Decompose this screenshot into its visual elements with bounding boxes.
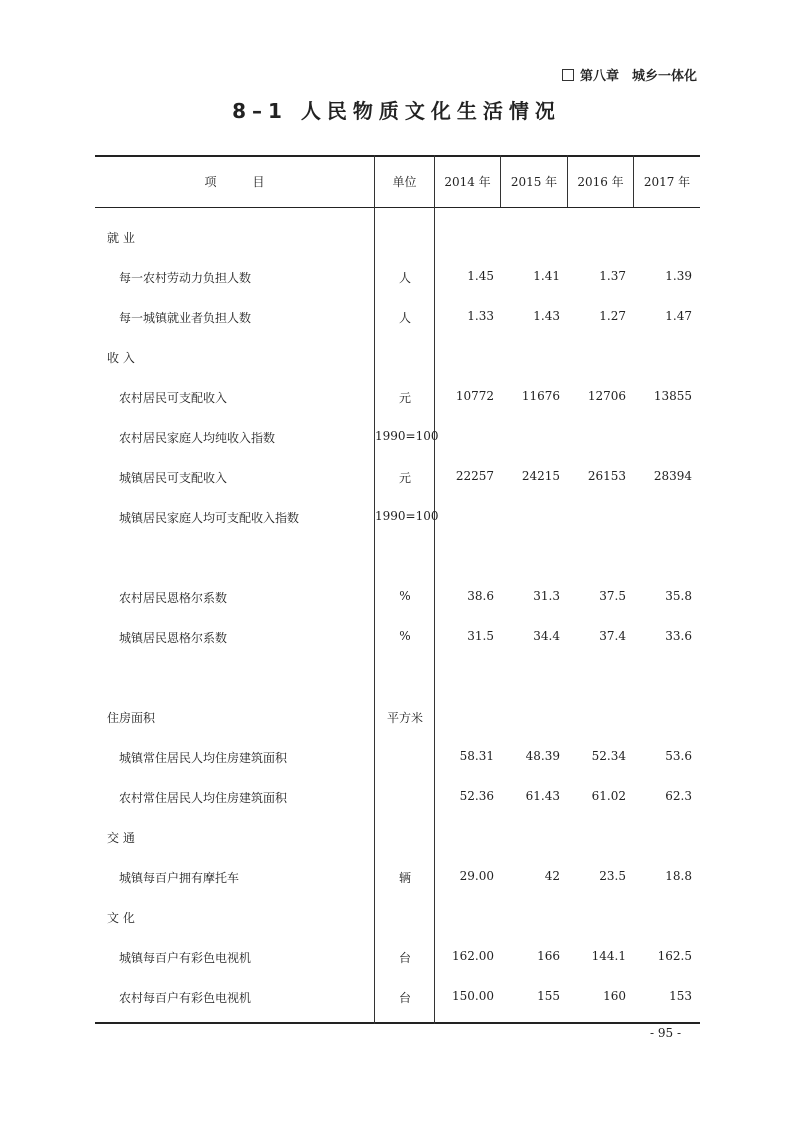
row-unit: 1990=100 <box>375 429 439 443</box>
row-value: 52.36 <box>459 789 494 803</box>
row-unit: 台 <box>398 991 411 1005</box>
row-label: 城镇居民家庭人均可支配收入指数 <box>119 511 300 525</box>
row-value: 13855 <box>653 389 692 403</box>
header-year: 2017 年 <box>643 174 691 189</box>
row-value: 1.39 <box>665 269 692 283</box>
row-value: 11676 <box>521 389 560 403</box>
row-value: 42 <box>544 869 560 883</box>
row-value: 160 <box>603 989 626 1003</box>
row-value: 1.43 <box>533 309 560 323</box>
section-label: 文 化 <box>107 911 135 925</box>
row-label: 每一农村劳动力负担人数 <box>119 271 252 285</box>
row-value: 35.8 <box>665 589 692 603</box>
row-value: 31.3 <box>533 589 560 603</box>
row-value: 26153 <box>587 469 626 483</box>
header-year: 2016 年 <box>577 174 624 189</box>
row-label: 农村常住居民人均住房建筑面积 <box>119 791 288 805</box>
header-rule <box>95 207 700 208</box>
table-row <box>95 749 700 769</box>
row-label: 城镇居民恩格尔系数 <box>119 631 228 645</box>
row-value: 61.43 <box>525 789 560 803</box>
table-row <box>95 509 700 529</box>
section-label: 住房面积 <box>107 711 156 725</box>
table-row <box>95 629 700 649</box>
table-row <box>95 789 700 809</box>
row-value: 12706 <box>587 389 626 403</box>
row-value: 22257 <box>455 469 494 483</box>
row-value: 153 <box>669 989 692 1003</box>
table-bottom-rule <box>95 1022 700 1024</box>
row-value: 144.1 <box>591 949 626 963</box>
page-number: - 95 - <box>649 1026 681 1040</box>
row-value: 31.5 <box>467 629 494 643</box>
row-label: 农村每百户有彩色电视机 <box>119 991 252 1005</box>
row-value: 24215 <box>521 469 560 483</box>
page-title: 8–1 人民物质文化生活情况 <box>232 99 561 123</box>
row-value: 33.6 <box>665 629 692 643</box>
table-row <box>95 549 700 569</box>
checkbox-square-icon <box>562 69 574 81</box>
row-value: 61.02 <box>591 789 626 803</box>
row-value: 37.5 <box>599 589 626 603</box>
row-value: 1.41 <box>533 269 560 283</box>
row-value: 23.5 <box>599 869 626 883</box>
table-row <box>95 949 700 969</box>
header-unit: 单位 <box>392 174 417 189</box>
row-value: 58.31 <box>459 749 494 763</box>
table-row <box>95 229 700 249</box>
row-value: 1.37 <box>599 269 626 283</box>
table-row <box>95 269 700 289</box>
row-value: 155 <box>537 989 560 1003</box>
row-value: 10772 <box>455 389 494 403</box>
table-row <box>95 669 700 689</box>
row-value: 37.4 <box>599 629 626 643</box>
row-value: 29.00 <box>459 869 494 883</box>
row-unit: % <box>399 589 411 603</box>
chapter-header <box>562 65 697 84</box>
table-row <box>95 309 700 329</box>
row-unit: 1990=100 <box>375 509 439 523</box>
row-label: 农村居民可支配收入 <box>119 391 228 405</box>
row-unit: 辆 <box>398 871 411 885</box>
row-value: 150.00 <box>452 989 494 1003</box>
row-value: 166 <box>537 949 560 963</box>
table-row <box>95 389 700 409</box>
row-value: 162.5 <box>657 949 692 963</box>
data-table <box>95 155 700 1024</box>
row-label: 城镇每百户拥有摩托车 <box>119 871 240 885</box>
row-value: 52.34 <box>591 749 626 763</box>
section-label: 就 业 <box>107 231 135 245</box>
section-label: 交 通 <box>107 831 135 845</box>
table-row <box>95 589 700 609</box>
row-label: 农村居民恩格尔系数 <box>119 591 228 605</box>
row-label: 农村居民家庭人均纯收入指数 <box>119 431 276 445</box>
table-row <box>95 709 700 729</box>
row-value: 34.4 <box>533 629 560 643</box>
row-value: 162.00 <box>452 949 494 963</box>
row-value: 1.45 <box>467 269 494 283</box>
row-value: 48.39 <box>525 749 560 763</box>
table-row <box>95 429 700 449</box>
row-value: 18.8 <box>665 869 692 883</box>
row-unit: 台 <box>398 951 411 965</box>
row-unit: 人 <box>398 311 411 325</box>
header-item: 项 目 <box>204 174 265 189</box>
row-unit: % <box>399 629 411 643</box>
header-year: 2015 年 <box>510 174 558 189</box>
row-unit: 平方米 <box>386 711 423 725</box>
table-row <box>95 989 700 1009</box>
header-year: 2014 年 <box>444 174 491 189</box>
section-label: 收 入 <box>107 351 135 365</box>
row-label: 城镇每百户有彩色电视机 <box>119 951 252 965</box>
row-label: 每一城镇就业者负担人数 <box>119 311 252 325</box>
row-unit: 元 <box>398 391 411 405</box>
row-value: 53.6 <box>665 749 692 763</box>
row-label: 城镇居民可支配收入 <box>119 471 228 485</box>
table-row <box>95 349 700 369</box>
row-unit: 人 <box>398 271 411 285</box>
row-value: 28394 <box>653 469 692 483</box>
row-value: 62.3 <box>665 789 692 803</box>
row-value: 1.33 <box>467 309 494 323</box>
chapter-label: 第八章 城乡一体化 <box>579 69 697 84</box>
table-row <box>95 829 700 849</box>
row-label: 城镇常住居民人均住房建筑面积 <box>119 751 288 765</box>
row-value: 1.27 <box>599 309 626 323</box>
table-row <box>95 909 700 929</box>
row-unit: 元 <box>398 471 411 485</box>
row-value: 38.6 <box>467 589 494 603</box>
table-row <box>95 869 700 889</box>
row-value: 1.47 <box>665 309 692 323</box>
table-row <box>95 469 700 489</box>
